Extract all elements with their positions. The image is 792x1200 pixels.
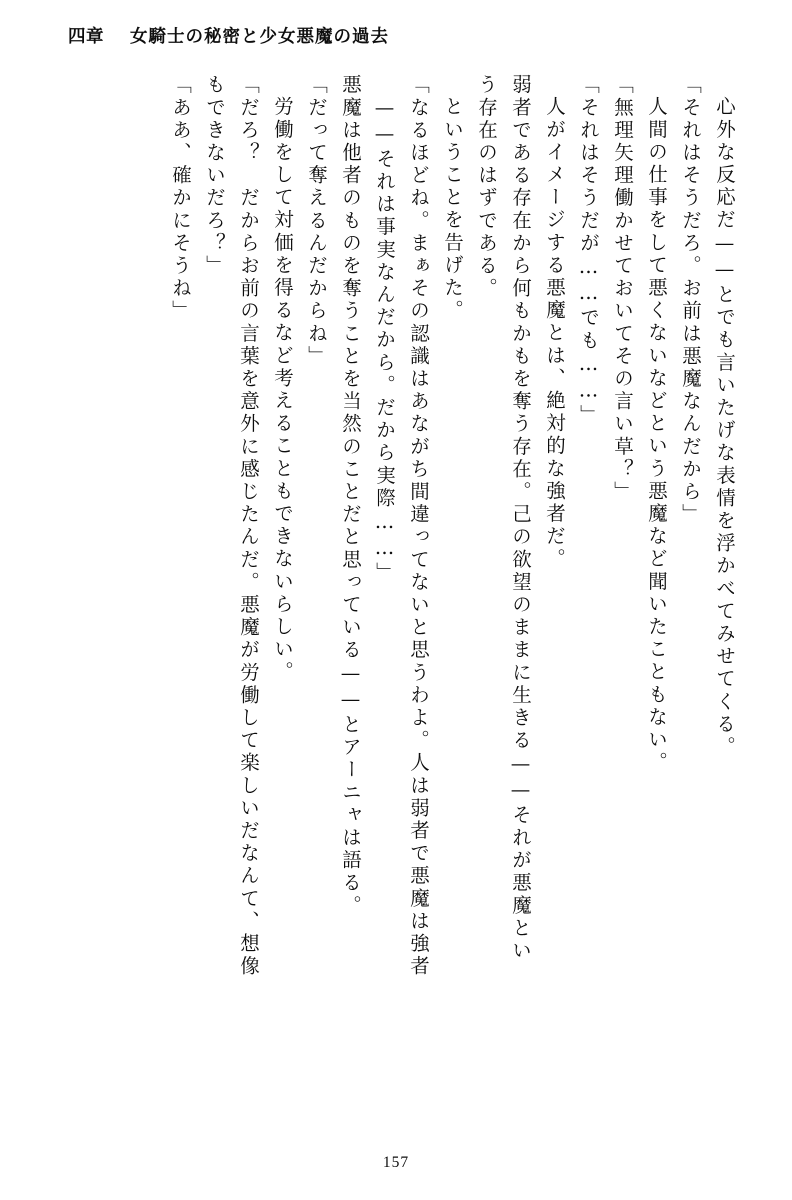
text-line: ——それは事実なんだから。だから実際……」 (373, 96, 396, 585)
text-line: 「それはそうだが……でも……」 (577, 74, 600, 427)
text-line: 「だろ？ だからお前の言葉を意外に感じたんだ。悪魔が労働して楽しいだなんて、想像 (237, 74, 260, 978)
text-line: ということを告げた。 (441, 96, 464, 322)
text-line: 「ああ、確かにそうね」 (169, 74, 192, 323)
text-line: 「なるほどね。まぁその認識はあながち間違ってないと思うわよ。人は弱者で悪魔は強者 (407, 74, 430, 978)
chapter-title: 女騎士の秘密と少女悪魔の過去 (130, 25, 389, 46)
text-line: 人がイメージする悪魔とは、絶対的な強者だ。 (543, 96, 566, 571)
text-line: 悪魔は他者のものを奪うことを当然のことだと思っている——とアーニャは語る。 (339, 74, 362, 918)
body-text (62, 74, 734, 1112)
page-number: 157 (382, 1154, 410, 1171)
text-line: 心外な反応だ——とでも言いたげな表情を浮かべてみせてくる。 (713, 96, 736, 759)
text-line: 「無理矢理働かせておいてその言い草？」 (611, 74, 634, 504)
text-line: もできないだろ？」 (203, 74, 226, 278)
text-line: 人間の仕事をして悪くないなどという悪魔など聞いたこともない。 (645, 96, 668, 774)
text-line: う存在のはずである。 (475, 74, 498, 300)
running-head (0, 18, 792, 52)
text-line: 「それはそうだろ。お前は悪魔なんだから」 (679, 74, 702, 526)
text-line: 「だって奪えるんだからね」 (305, 74, 328, 368)
text-line: 労働をして対価を得るなど考えることもできないらしい。 (271, 96, 294, 684)
chapter-number: 四章 (68, 25, 104, 46)
text-line: 弱者である存在から何もかもを奪う存在。己の欲望のままに生きる——それが悪魔とい (509, 74, 532, 963)
